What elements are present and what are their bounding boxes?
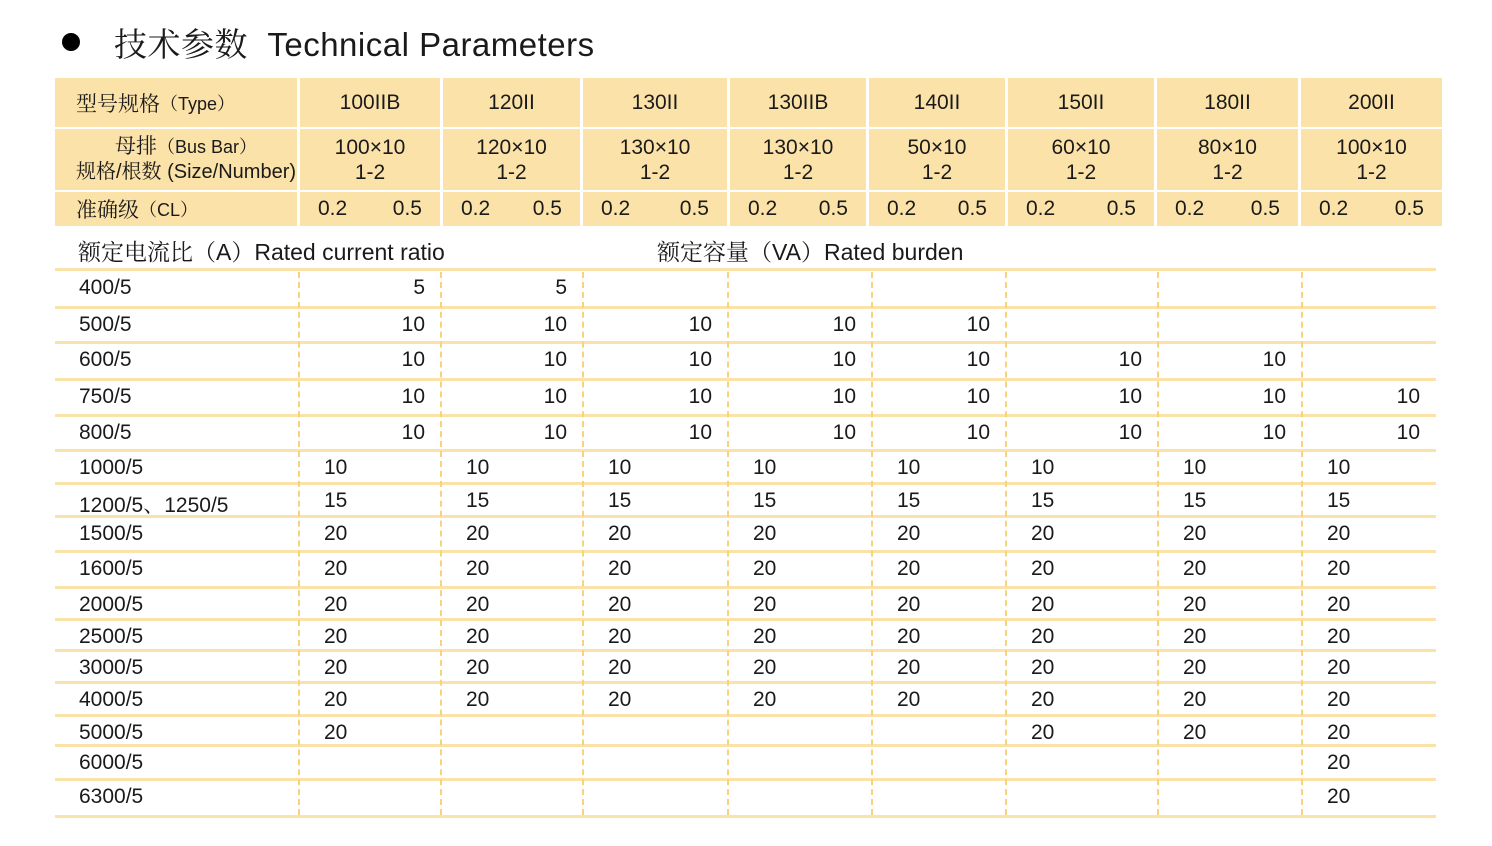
burden-value: 20 [466,522,490,545]
current-ratio-label: 4000/5 [79,688,144,711]
burden-value: 20 [324,721,348,744]
burden-value: 10 [401,421,425,444]
size-number-label: 规格/根数 (Size/Number) [76,161,297,183]
burden-value: 20 [897,557,921,580]
bus-number: 1-2 [639,160,671,184]
type-150ii: 150II [1008,78,1157,127]
bus-number: 1-2 [921,160,953,184]
burden-value: 10 [832,421,856,444]
burden-value: 10 [688,313,712,336]
bus-size-stack [1336,135,1407,185]
accuracy-class-cell [300,192,443,226]
type-130ii: 130II [583,78,730,127]
burden-value: 10 [543,385,567,408]
row-rule [55,306,1436,309]
rated-current-ratio-heading: 额定电流比（A）Rated current ratio [78,239,445,265]
burden-value: 10 [1396,385,1420,408]
current-ratio-label: 1500/5 [79,522,144,545]
burden-value: 20 [466,557,490,580]
burden-value: 20 [753,522,777,545]
current-ratio-label: 1200/5、1250/5 [79,494,229,517]
accuracy-class-pair [1301,197,1442,221]
burden-value: 10 [1118,348,1142,371]
bus-size: 130×10 [619,135,691,159]
current-ratio-label: 600/5 [79,348,132,371]
accuracy-class-b: 0.5 [1394,197,1424,220]
bullet-icon [62,33,80,51]
bus-size-stack [1198,135,1257,185]
burden-value: 15 [1031,489,1055,512]
burden-value: 15 [1183,489,1207,512]
burden-value: 20 [466,688,490,711]
burden-value: 10 [688,385,712,408]
current-ratio-label: 5000/5 [79,721,144,744]
accuracy-class-b: 0.5 [818,197,848,220]
burden-value: 20 [1183,656,1207,679]
burden-value: 10 [966,421,990,444]
burden-value: 20 [324,688,348,711]
type-100iib: 100IIB [300,78,443,127]
bus-size: 60×10 [1051,135,1111,159]
burden-value: 20 [324,625,348,648]
current-ratio-label: 6300/5 [79,785,144,808]
burden-value: 10 [1262,385,1286,408]
burden-value: 20 [1327,785,1351,808]
burden-value: 10 [966,313,990,336]
page-heading [62,22,595,62]
current-ratio-label: 400/5 [79,276,132,299]
accuracy-class-pair [300,197,440,221]
burden-value: 20 [753,557,777,580]
table-row [55,313,1436,341]
bus-bar-row [55,129,1442,190]
burden-value: 20 [753,593,777,616]
type-label [55,78,300,127]
accuracy-class-pair [730,197,866,221]
table-row [55,656,1436,684]
accuracy-class-a: 0.2 [461,197,491,220]
bus-bar-label-stack [76,134,296,185]
burden-value: 15 [324,489,348,512]
bus-size-cell [1157,129,1301,190]
burden-value: 15 [466,489,490,512]
accuracy-class-a: 0.2 [887,197,917,220]
burden-value: 20 [1031,656,1055,679]
accuracy-class-b: 0.5 [532,197,562,220]
accuracy-class-cell [1157,192,1301,226]
burden-value: 20 [608,593,632,616]
burden-value: 10 [1327,456,1351,479]
burden-value: 10 [1262,421,1286,444]
accuracy-class-a: 0.2 [601,197,631,220]
row-rule [55,815,1436,818]
burden-value: 20 [324,593,348,616]
row-rule [55,414,1436,417]
bus-number: 1-2 [782,160,814,184]
burden-value: 10 [966,348,990,371]
burden-value: 10 [753,456,777,479]
table-row [55,276,1436,304]
bus-number: 1-2 [1212,160,1243,184]
table-row [55,625,1436,653]
rated-burden-heading: 额定容量（VA）Rated burden [657,239,964,265]
burden-value: 10 [401,385,425,408]
burden-value: 20 [1031,625,1055,648]
burden-value: 10 [466,456,490,479]
burden-value: 20 [608,656,632,679]
table-row [55,721,1436,749]
burden-value: 20 [1183,721,1207,744]
burden-value: 20 [324,557,348,580]
current-ratio-label: 2000/5 [79,593,144,616]
burden-value: 15 [897,489,921,512]
burden-value: 20 [1183,557,1207,580]
burden-value: 5 [555,276,567,299]
burden-value: 20 [1031,557,1055,580]
burden-value: 10 [324,456,348,479]
burden-value: 20 [608,522,632,545]
burden-value: 20 [897,522,921,545]
burden-value: 20 [1327,593,1351,616]
accuracy-class-pair [1157,197,1298,221]
burden-value: 20 [324,656,348,679]
accuracy-class-pair [583,197,727,221]
burden-value: 20 [608,625,632,648]
bus-bar-label-cn: 母排 [115,135,157,158]
burden-value: 20 [753,688,777,711]
bus-size-cell [443,129,583,190]
row-rule [55,550,1436,553]
bus-bar-label [55,129,300,190]
accuracy-class-cell [869,192,1008,226]
burden-value: 20 [1327,688,1351,711]
type-200ii: 200II [1301,78,1442,127]
bus-size-stack [620,135,691,185]
burden-value: 10 [966,385,990,408]
current-ratio-label: 750/5 [79,385,132,408]
table-row [55,751,1436,779]
bus-number: 1-2 [354,160,386,184]
accuracy-class-label [55,192,300,226]
bus-size-stack [335,135,406,185]
burden-value: 20 [753,625,777,648]
bus-size-stack [1052,135,1111,185]
burden-value: 20 [1327,721,1351,744]
burden-value: 20 [753,656,777,679]
burden-value: 20 [897,625,921,648]
bus-size-cell [869,129,1008,190]
bus-size: 100×10 [1336,135,1407,159]
burden-value: 10 [1118,385,1142,408]
row-rule [55,378,1436,381]
burden-value: 10 [832,313,856,336]
burden-value: 20 [1183,593,1207,616]
burden-value: 20 [1183,688,1207,711]
bus-size-cell [300,129,443,190]
current-ratio-label: 1600/5 [79,557,144,580]
type-120ii: 120II [443,78,583,127]
accuracy-class-a: 0.2 [318,197,348,220]
accuracy-class-a: 0.2 [1026,197,1056,220]
current-ratio-label: 800/5 [79,421,132,444]
bus-number: 1-2 [1065,160,1097,184]
table-row [55,688,1436,716]
burden-value: 20 [1031,688,1055,711]
burden-value: 15 [753,489,777,512]
burden-value: 10 [543,421,567,444]
burden-value: 20 [897,688,921,711]
burden-value: 10 [1396,421,1420,444]
table-row [55,385,1436,413]
bus-size-stack [476,135,547,185]
bus-bar-label-en: （Bus Bar） [157,137,258,157]
table-row [55,456,1436,484]
row-rule [55,449,1436,452]
burden-value: 20 [1183,522,1207,545]
type-130iib: 130IIB [730,78,869,127]
burden-value: 20 [466,656,490,679]
type-label-cn: 型号规格 [76,92,160,116]
row-rule [55,268,1436,271]
accuracy-class-b: 0.5 [957,197,987,220]
table-row [55,522,1436,550]
burden-value: 20 [466,593,490,616]
current-ratio-label: 3000/5 [79,656,144,679]
table-row [55,421,1436,449]
table-row [55,785,1436,813]
bus-size-stack [908,135,967,185]
burden-value: 20 [608,688,632,711]
accuracy-class-row [55,192,1442,226]
current-ratio-label: 1000/5 [79,456,144,479]
type-180ii: 180II [1157,78,1301,127]
burden-value: 20 [324,522,348,545]
table-row [55,593,1436,621]
row-rule [55,586,1436,589]
burden-value: 10 [1183,456,1207,479]
type-row [55,78,1442,127]
bus-size-cell [1008,129,1157,190]
burden-value: 20 [1031,593,1055,616]
current-ratio-label: 2500/5 [79,625,144,648]
burden-value: 20 [466,625,490,648]
burden-value: 10 [543,313,567,336]
bus-size-stack [763,135,834,185]
accuracy-class-b: 0.5 [1250,197,1280,220]
accuracy-class-cell [1008,192,1157,226]
accuracy-class-a: 0.2 [1175,197,1205,220]
burden-value: 20 [1327,522,1351,545]
current-ratio-label: 500/5 [79,313,132,336]
burden-value: 20 [1031,721,1055,744]
type-label-en: （Type） [160,93,236,114]
burden-value: 10 [608,456,632,479]
burden-value: 10 [401,348,425,371]
accuracy-class-pair [443,197,580,221]
burden-value: 10 [1118,421,1142,444]
burden-value: 10 [401,313,425,336]
burden-value: 20 [1327,557,1351,580]
accuracy-class-b: 0.5 [679,197,709,220]
burden-value: 20 [1327,751,1351,774]
table-row [55,557,1436,585]
bus-size: 80×10 [1198,135,1257,159]
bus-bar-label-line1 [76,134,296,160]
accuracy-class-a: 0.2 [748,197,778,220]
current-ratio-label: 6000/5 [79,751,144,774]
accuracy-class-pair [869,197,1005,221]
bus-size: 100×10 [334,135,406,159]
bus-number: 1-2 [1356,160,1387,184]
burden-value: 20 [897,593,921,616]
accuracy-class-cell [1301,192,1442,226]
accuracy-class-a: 0.2 [1319,197,1349,220]
row-rule [55,341,1436,344]
accuracy-class-b: 0.5 [1106,197,1136,220]
bus-number: 1-2 [496,160,527,184]
burden-value: 20 [1327,656,1351,679]
burden-value: 5 [413,276,425,299]
burden-value: 20 [1031,522,1055,545]
bus-size-cell [583,129,730,190]
type-140ii: 140II [869,78,1008,127]
burden-value: 10 [832,385,856,408]
accuracy-class-cell [730,192,869,226]
accuracy-class-label-en: （CL） [139,200,199,220]
accuracy-class-pair [1008,197,1154,221]
accuracy-class-label-cn: 准确级 [76,199,139,222]
burden-value: 10 [688,348,712,371]
burden-value: 10 [1031,456,1055,479]
burden-value: 20 [1327,625,1351,648]
accuracy-class-b: 0.5 [392,197,422,220]
accuracy-class-cell [443,192,583,226]
table-row [55,489,1436,517]
burden-value: 20 [608,557,632,580]
table-row [55,348,1436,376]
burden-value: 10 [897,456,921,479]
bus-size-cell [1301,129,1442,190]
accuracy-class-cell [583,192,730,226]
bus-size-cell [730,129,869,190]
burden-value: 10 [543,348,567,371]
bus-size: 130×10 [762,135,834,159]
burden-value: 10 [688,421,712,444]
burden-value: 15 [1327,489,1351,512]
bus-size: 120×10 [476,135,547,159]
burden-value: 20 [1183,625,1207,648]
page-title: 技术参数 Technical Parameters [114,25,595,63]
burden-value: 15 [608,489,632,512]
burden-value: 10 [832,348,856,371]
burden-value: 20 [897,656,921,679]
burden-value: 10 [1262,348,1286,371]
bus-size: 50×10 [907,135,967,159]
